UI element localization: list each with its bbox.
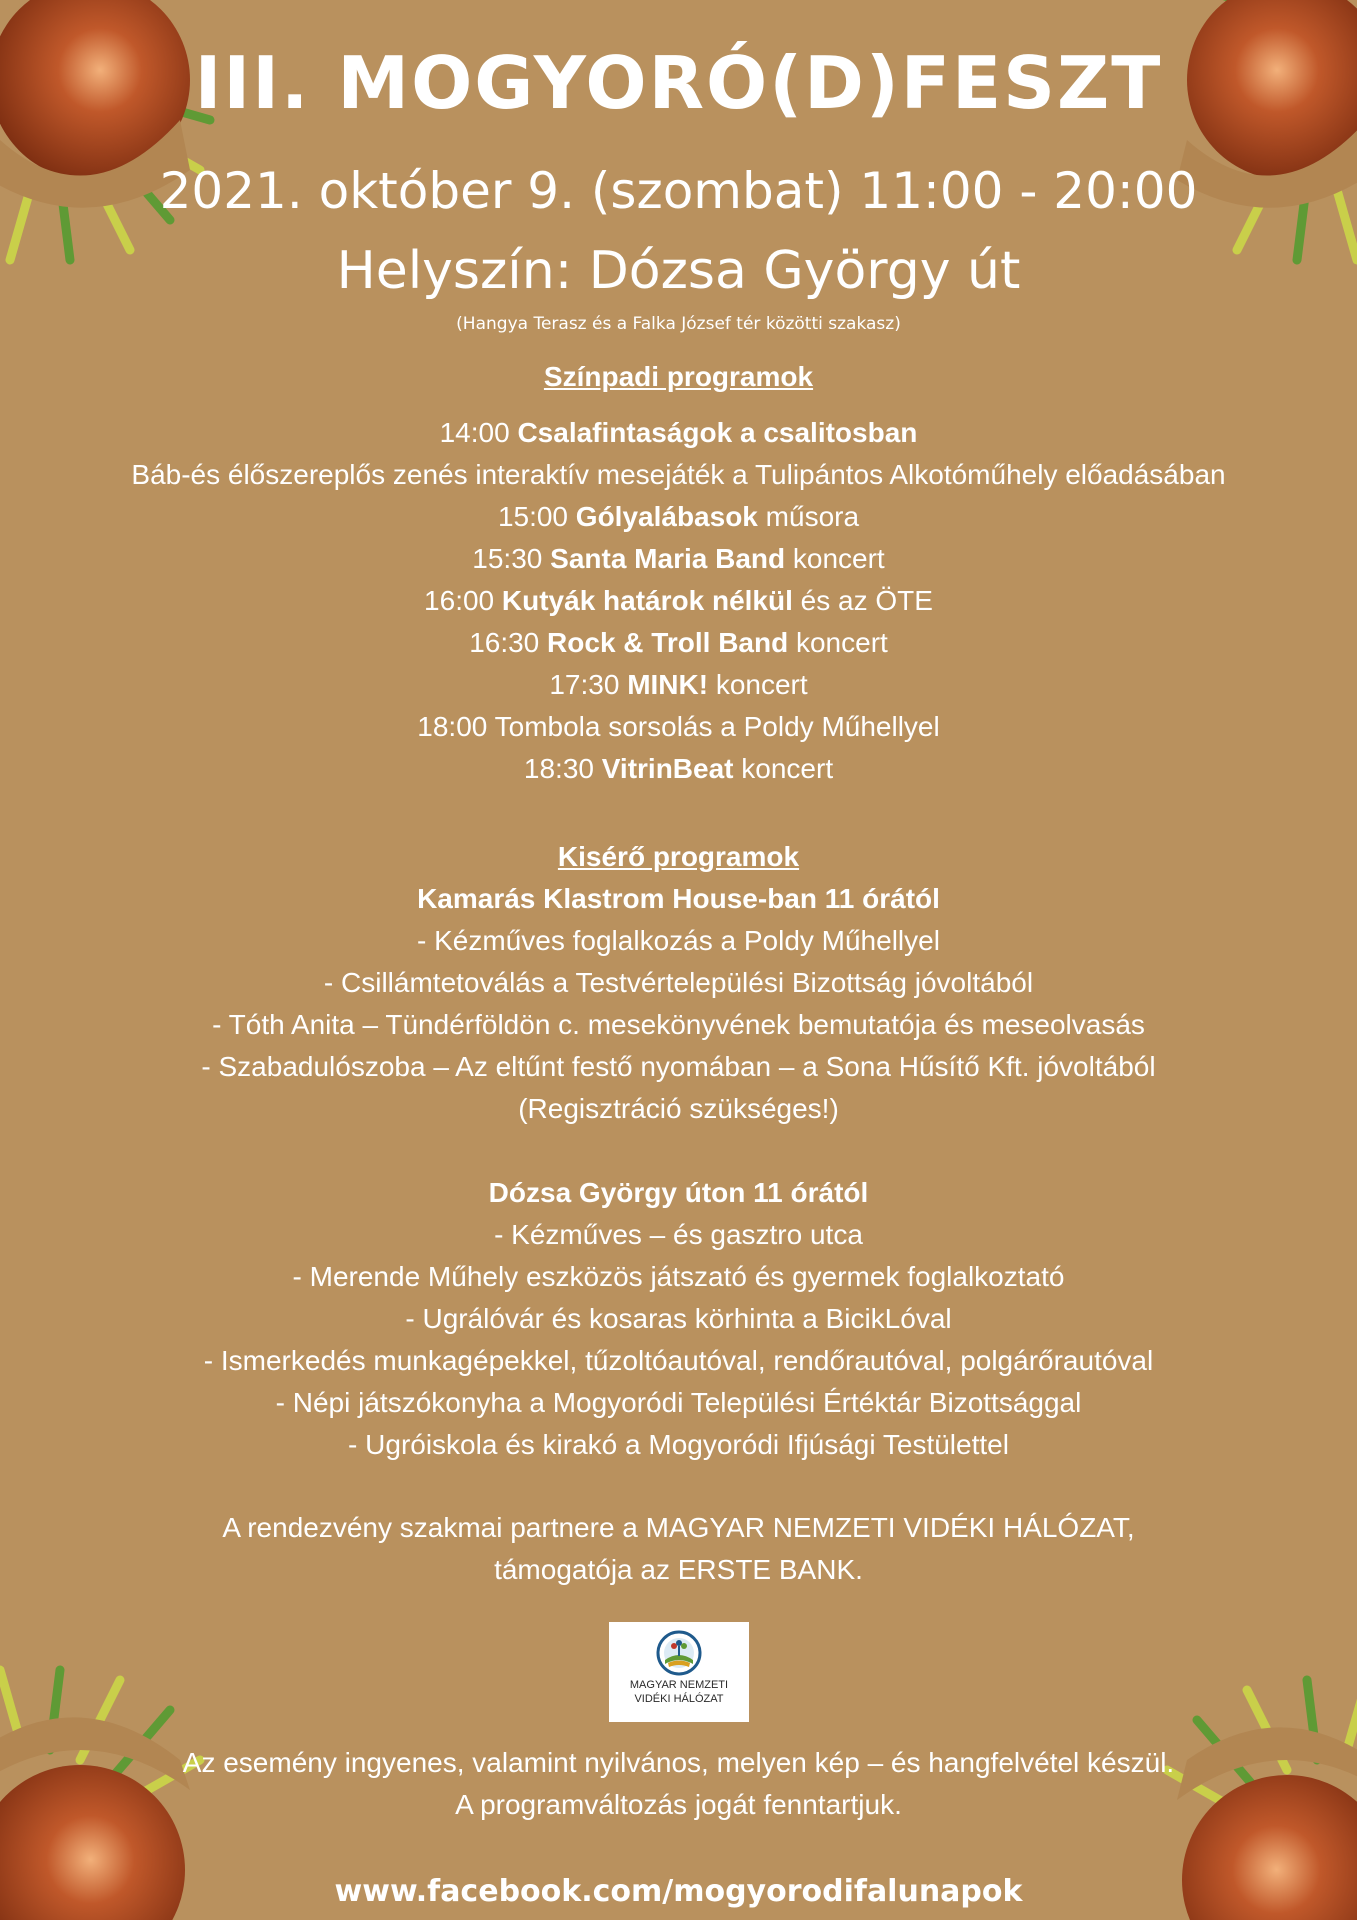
list-item: - Kézműves foglalkozás a Poldy Műhellyel [417, 925, 940, 956]
program-item [0, 748, 1357, 790]
program-name: Santa Maria Band [550, 543, 786, 574]
program-suffix: és az ÖTE [800, 585, 933, 616]
program-item [0, 454, 1357, 496]
notice-line: Az esemény ingyenes, valamint nyilvános, melyen kép – és hangfelvétel készül. [182, 1747, 1175, 1778]
program-suffix: Tombola sorsolás a Poldy Műhellyel [494, 711, 940, 742]
program-time: 16:30 [469, 627, 540, 658]
program-item [0, 580, 1357, 622]
program-name: VitrinBeat [601, 753, 734, 784]
logo-text-line2: VIDÉKI HÁLÓZAT [634, 1693, 724, 1705]
partner-logo [609, 1622, 749, 1722]
notice-line: A programváltozás jogát fenntartjuk. [455, 1789, 902, 1820]
event-venue: Helyszín: Dózsa György út [336, 241, 1021, 301]
program-item [0, 538, 1357, 580]
list-item: - Ugróiskola és kirakó a Mogyoródi Ifjúsági Testülettel [348, 1429, 1009, 1460]
facebook-url: www.facebook.com/mogyorodifalunapok [334, 1874, 1023, 1909]
street-programs-subheading [0, 1172, 1357, 1214]
program-suffix: műsora [765, 501, 860, 532]
list-item: - Tóth Anita – Tündérföldön c. mesekönyvének bemutatója és meseolvasás [212, 1009, 1145, 1040]
list-item: - Népi játszókonyha a Mogyoródi Települési Értéktár Bizottsággal [275, 1387, 1082, 1418]
program-name: MINK! [627, 669, 709, 700]
program-time: 18:30 [523, 753, 594, 784]
program-suffix: koncert [792, 543, 885, 574]
list-item: - Csillámtetoválás a Testvértelepülési Bizottság jóvoltából [323, 967, 1034, 998]
program-time: 14:00 [439, 417, 510, 448]
program-suffix: koncert [715, 669, 808, 700]
program-item [0, 706, 1357, 748]
side-programs [0, 836, 1357, 1130]
list-item: - Kézműves – és gasztro utca [494, 1219, 863, 1250]
program-time: 18:00 [417, 711, 488, 742]
program-item [0, 664, 1357, 706]
list-item: (Regisztráció szükséges!) [518, 1093, 839, 1124]
network-emblem-icon [656, 1630, 702, 1676]
list-item: - Ugrálóvár és kosaras körhinta a BicikLóval [405, 1303, 952, 1334]
program-item [0, 622, 1357, 664]
list-item: - Merende Műhely eszközös játszató és gyermek foglalkoztató [292, 1261, 1065, 1292]
partners [0, 1507, 1357, 1591]
program-time: 16:00 [424, 585, 495, 616]
stage-programs [0, 356, 1357, 790]
stage-programs-heading: Színpadi programok [543, 361, 814, 392]
venue-note: (Hangya Terasz és a Falka József tér közötti szakasz) [456, 314, 901, 334]
program-suffix: koncert [795, 627, 888, 658]
subheading-text: Dózsa György úton 11 órától [488, 1177, 869, 1208]
program-item [0, 496, 1357, 538]
program-name: Csalafintaságok a csalitosban [517, 417, 918, 448]
side-programs-heading: Kisérő programok [557, 841, 800, 872]
logo-text-line1: MAGYAR NEMZETI [629, 1679, 729, 1691]
street-programs [0, 1172, 1357, 1466]
sponsor-line: támogatója az ERSTE BANK. [494, 1554, 863, 1585]
event-title: III. MOGYORÓ(D)FESZT [194, 41, 1163, 125]
program-suffix: koncert [741, 753, 834, 784]
program-name: Gólyalábasok [575, 501, 758, 532]
program-time: 15:30 [472, 543, 543, 574]
program-time: 17:30 [549, 669, 620, 700]
list-item: - Szabadulószoba – Az eltűnt festő nyomában – a Sona Hűsítő Kft. jóvoltából [201, 1051, 1156, 1082]
side-programs-subheading [0, 878, 1357, 920]
program-description: Báb-és élőszereplős zenés interaktív mesejáték a Tulipántos Alkotóműhely előadásában [131, 459, 1226, 490]
program-item [0, 412, 1357, 454]
partner-line: A rendezvény szakmai partnere a MAGYAR NEMZETI VIDÉKI HÁLÓZAT, [222, 1512, 1135, 1543]
program-name: Rock & Troll Band [547, 627, 789, 658]
event-notice [0, 1742, 1357, 1826]
program-name: Kutyák határok nélkül [501, 585, 793, 616]
event-date: 2021. október 9. (szombat) 11:00 - 20:00 [159, 162, 1198, 220]
list-item: - Ismerkedés munkagépekkel, tűzoltóautóval, rendőrautóval, polgárőrautóval [203, 1345, 1154, 1376]
subheading-text: Kamarás Klastrom House-ban 11 órától [417, 883, 940, 914]
program-time: 15:00 [497, 501, 569, 532]
